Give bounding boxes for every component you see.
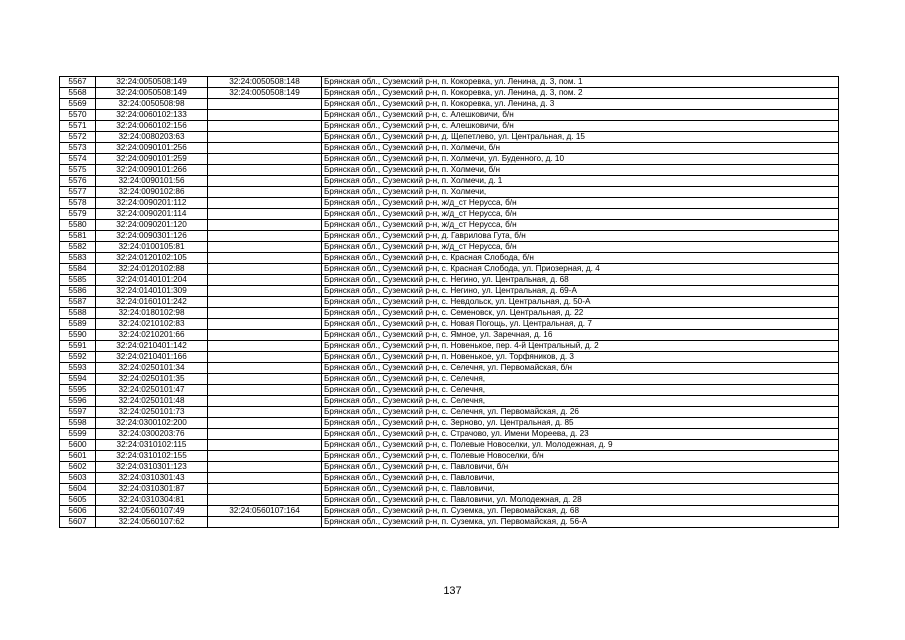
address-cell: Брянская обл., Суземский р-н, с. Негино, ул. Центральная, д. 69-А	[322, 286, 839, 297]
row-number-cell: 5569	[60, 99, 96, 110]
table-row	[60, 341, 839, 352]
related-cadastral-number-cell	[208, 451, 322, 462]
row-number-cell: 5593	[60, 363, 96, 374]
cadastral-number-cell: 32:24:0210401:142	[96, 341, 208, 352]
cadastral-number-cell: 32:24:0310301:87	[96, 484, 208, 495]
table-row	[60, 473, 839, 484]
row-number-cell: 5591	[60, 341, 96, 352]
table-row	[60, 330, 839, 341]
address-cell: Брянская обл., Суземский р-н, п. Суземка, ул. Первомайская, д. 68	[322, 506, 839, 517]
address-cell: Брянская обл., Суземский р-н, п. Кокоревка, ул. Ленина, д. 3	[322, 99, 839, 110]
row-number-cell: 5599	[60, 429, 96, 440]
address-cell: Брянская обл., Суземский р-н, п. Холмечи, б/н	[322, 165, 839, 176]
row-number-cell: 5600	[60, 440, 96, 451]
related-cadastral-number-cell	[208, 407, 322, 418]
cadastral-number-cell: 32:24:0050508:98	[96, 99, 208, 110]
address-cell: Брянская обл., Суземский р-н, п. Новенькое, пер. 4-й Центральный, д. 2	[322, 341, 839, 352]
related-cadastral-number-cell	[208, 286, 322, 297]
table-row	[60, 209, 839, 220]
row-number-cell: 5592	[60, 352, 96, 363]
row-number-cell: 5572	[60, 132, 96, 143]
row-number-cell: 5574	[60, 154, 96, 165]
cadastral-number-cell: 32:24:0090201:112	[96, 198, 208, 209]
table-row	[60, 231, 839, 242]
related-cadastral-number-cell	[208, 308, 322, 319]
row-number-cell: 5589	[60, 319, 96, 330]
cadastral-number-cell: 32:24:0090201:114	[96, 209, 208, 220]
address-cell: Брянская обл., Суземский р-н, п. Кокоревка, ул. Ленина, д. 3, пом. 1	[322, 77, 839, 88]
table-row	[60, 99, 839, 110]
cadastral-number-cell: 32:24:0120102:88	[96, 264, 208, 275]
address-cell: Брянская обл., Суземский р-н, с. Селечня, ул. Первомайская, б/н	[322, 363, 839, 374]
cadastral-number-cell: 32:24:0120102:105	[96, 253, 208, 264]
related-cadastral-number-cell	[208, 231, 322, 242]
row-number-cell: 5598	[60, 418, 96, 429]
related-cadastral-number-cell	[208, 473, 322, 484]
cadastral-number-cell: 32:24:0300102:200	[96, 418, 208, 429]
address-cell: Брянская обл., Суземский р-н, ж/д_ст Нерусса, б/н	[322, 209, 839, 220]
related-cadastral-number-cell	[208, 99, 322, 110]
related-cadastral-number-cell	[208, 462, 322, 473]
cadastral-number-cell: 32:24:0090101:56	[96, 176, 208, 187]
table-row	[60, 286, 839, 297]
table-row	[60, 484, 839, 495]
related-cadastral-number-cell	[208, 121, 322, 132]
cadastral-number-cell: 32:24:0310301:43	[96, 473, 208, 484]
address-cell: Брянская обл., Суземский р-н, с. Новая Погощь, ул. Центральная, д. 7	[322, 319, 839, 330]
related-cadastral-number-cell	[208, 385, 322, 396]
address-cell: Брянская обл., Суземский р-н, п. Холмечи,	[322, 187, 839, 198]
related-cadastral-number-cell	[208, 330, 322, 341]
address-cell: Брянская обл., Суземский р-н, п. Кокоревка, ул. Ленина, д. 3, пом. 2	[322, 88, 839, 99]
table-row	[60, 77, 839, 88]
row-number-cell: 5588	[60, 308, 96, 319]
address-cell: Брянская обл., Суземский р-н, с. Селечня,	[322, 385, 839, 396]
row-number-cell: 5590	[60, 330, 96, 341]
address-cell: Брянская обл., Суземский р-н, п. Холмечи, б/н	[322, 143, 839, 154]
row-number-cell: 5577	[60, 187, 96, 198]
related-cadastral-number-cell	[208, 319, 322, 330]
address-cell: Брянская обл., Суземский р-н, с. Красная Слобода, ул. Приозерная, д. 4	[322, 264, 839, 275]
address-cell: Брянская обл., Суземский р-н, с. Павловичи,	[322, 473, 839, 484]
cadastral-number-cell: 32:24:0210201:66	[96, 330, 208, 341]
related-cadastral-number-cell	[208, 429, 322, 440]
address-cell: Брянская обл., Суземский р-н, с. Селечня,	[322, 396, 839, 407]
address-cell: Брянская обл., Суземский р-н, ж/д_ст Нерусса, б/н	[322, 242, 839, 253]
related-cadastral-number-cell	[208, 165, 322, 176]
address-cell: Брянская обл., Суземский р-н, с. Невдольск, ул. Центральная, д. 50-А	[322, 297, 839, 308]
cadastral-number-cell: 32:24:0310102:115	[96, 440, 208, 451]
related-cadastral-number-cell	[208, 253, 322, 264]
address-cell: Брянская обл., Суземский р-н, п. Суземка, ул. Первомайская, д. 56-А	[322, 517, 839, 528]
table-row	[60, 440, 839, 451]
address-cell: Брянская обл., Суземский р-н, с. Павловичи, б/н	[322, 462, 839, 473]
cadastral-number-cell: 32:24:0250101:48	[96, 396, 208, 407]
related-cadastral-number-cell	[208, 396, 322, 407]
table-row	[60, 429, 839, 440]
row-number-cell: 5585	[60, 275, 96, 286]
table-row	[60, 396, 839, 407]
address-cell: Брянская обл., Суземский р-н, с. Негино, ул. Центральная, д. 68	[322, 275, 839, 286]
related-cadastral-number-cell	[208, 176, 322, 187]
cadastral-number-cell: 32:24:0250101:34	[96, 363, 208, 374]
row-number-cell: 5597	[60, 407, 96, 418]
cadastral-number-cell: 32:24:0090301:126	[96, 231, 208, 242]
cadastral-number-cell: 32:24:0300203:76	[96, 429, 208, 440]
row-number-cell: 5606	[60, 506, 96, 517]
cadastral-number-cell: 32:24:0050508:149	[96, 77, 208, 88]
cadastral-number-cell: 32:24:0060102:133	[96, 110, 208, 121]
row-number-cell: 5575	[60, 165, 96, 176]
row-number-cell: 5570	[60, 110, 96, 121]
address-cell: Брянская обл., Суземский р-н, ж/д_ст Нерусса, б/н	[322, 198, 839, 209]
cadastral-number-cell: 32:24:0210401:166	[96, 352, 208, 363]
address-cell: Брянская обл., Суземский р-н, с. Семеновск, ул. Центральная, д. 22	[322, 308, 839, 319]
table-row	[60, 352, 839, 363]
row-number-cell: 5594	[60, 374, 96, 385]
registry-table	[59, 76, 839, 528]
row-number-cell: 5586	[60, 286, 96, 297]
table-row	[60, 110, 839, 121]
row-number-cell: 5568	[60, 88, 96, 99]
cadastral-number-cell: 32:24:0100105:81	[96, 242, 208, 253]
row-number-cell: 5595	[60, 385, 96, 396]
related-cadastral-number-cell: 32:24:0050508:149	[208, 88, 322, 99]
row-number-cell: 5604	[60, 484, 96, 495]
table-row	[60, 385, 839, 396]
row-number-cell: 5587	[60, 297, 96, 308]
related-cadastral-number-cell	[208, 341, 322, 352]
cadastral-number-cell: 32:24:0140101:309	[96, 286, 208, 297]
table-row	[60, 220, 839, 231]
cadastral-number-cell: 32:24:0310102:155	[96, 451, 208, 462]
related-cadastral-number-cell	[208, 242, 322, 253]
table-row	[60, 165, 839, 176]
row-number-cell: 5601	[60, 451, 96, 462]
related-cadastral-number-cell	[208, 198, 322, 209]
cadastral-number-cell: 32:24:0210102:83	[96, 319, 208, 330]
related-cadastral-number-cell	[208, 209, 322, 220]
table-row	[60, 275, 839, 286]
address-cell: Брянская обл., Суземский р-н, с. Павловичи, ул. Молодежная, д. 28	[322, 495, 839, 506]
table-row	[60, 374, 839, 385]
related-cadastral-number-cell: 32:24:0050508:148	[208, 77, 322, 88]
row-number-cell: 5596	[60, 396, 96, 407]
page-number: 137	[443, 585, 462, 597]
cadastral-number-cell: 32:24:0060102:156	[96, 121, 208, 132]
table-row	[60, 121, 839, 132]
table-row	[60, 297, 839, 308]
related-cadastral-number-cell	[208, 484, 322, 495]
row-number-cell: 5567	[60, 77, 96, 88]
related-cadastral-number-cell	[208, 517, 322, 528]
address-cell: Брянская обл., Суземский р-н, с. Полевые Новоселки, б/н	[322, 451, 839, 462]
address-cell: Брянская обл., Суземский р-н, с. Ямное, ул. Заречная, д. 16	[322, 330, 839, 341]
table-row	[60, 154, 839, 165]
cadastral-number-cell: 32:24:0310301:123	[96, 462, 208, 473]
row-number-cell: 5579	[60, 209, 96, 220]
related-cadastral-number-cell	[208, 154, 322, 165]
related-cadastral-number-cell	[208, 363, 322, 374]
address-cell: Брянская обл., Суземский р-н, ж/д_ст Нерусса, б/н	[322, 220, 839, 231]
table-row	[60, 143, 839, 154]
table-row	[60, 308, 839, 319]
cadastral-number-cell: 32:24:0180102:98	[96, 308, 208, 319]
cadastral-number-cell: 32:24:0250101:47	[96, 385, 208, 396]
address-cell: Брянская обл., Суземский р-н, с. Полевые Новоселки, ул. Молодежная, д. 9	[322, 440, 839, 451]
row-number-cell: 5578	[60, 198, 96, 209]
related-cadastral-number-cell	[208, 220, 322, 231]
address-cell: Брянская обл., Суземский р-н, с. Селечня, ул. Первомайская, д. 26	[322, 407, 839, 418]
address-cell: Брянская обл., Суземский р-н, п. Холмечи, ул. Буденного, д. 10	[322, 154, 839, 165]
related-cadastral-number-cell	[208, 352, 322, 363]
related-cadastral-number-cell	[208, 110, 322, 121]
cadastral-number-cell: 32:24:0560107:49	[96, 506, 208, 517]
address-cell: Брянская обл., Суземский р-н, с. Красная Слобода, б/н	[322, 253, 839, 264]
table-row	[60, 198, 839, 209]
address-cell: Брянская обл., Суземский р-н, с. Алешковичи, б/н	[322, 110, 839, 121]
row-number-cell: 5602	[60, 462, 96, 473]
related-cadastral-number-cell	[208, 132, 322, 143]
cadastral-number-cell: 32:24:0090101:266	[96, 165, 208, 176]
table-row	[60, 462, 839, 473]
row-number-cell: 5607	[60, 517, 96, 528]
row-number-cell: 5605	[60, 495, 96, 506]
row-number-cell: 5581	[60, 231, 96, 242]
table-row	[60, 264, 839, 275]
related-cadastral-number-cell: 32:24:0560107:164	[208, 506, 322, 517]
cadastral-number-cell: 32:24:0090101:259	[96, 154, 208, 165]
row-number-cell: 5576	[60, 176, 96, 187]
related-cadastral-number-cell	[208, 264, 322, 275]
related-cadastral-number-cell	[208, 187, 322, 198]
address-cell: Брянская обл., Суземский р-н, с. Страчово, ул. Имени Мореева, д. 23	[322, 429, 839, 440]
row-number-cell: 5603	[60, 473, 96, 484]
related-cadastral-number-cell	[208, 418, 322, 429]
table-row	[60, 517, 839, 528]
row-number-cell: 5584	[60, 264, 96, 275]
related-cadastral-number-cell	[208, 374, 322, 385]
cadastral-number-cell: 32:24:0090101:256	[96, 143, 208, 154]
address-cell: Брянская обл., Суземский р-н, с. Алешковичи, б/н	[322, 121, 839, 132]
cadastral-number-cell: 32:24:0050508:149	[96, 88, 208, 99]
cadastral-number-cell: 32:24:0140101:204	[96, 275, 208, 286]
table-row	[60, 418, 839, 429]
row-number-cell: 5582	[60, 242, 96, 253]
cadastral-number-cell: 32:24:0560107:62	[96, 517, 208, 528]
cadastral-number-cell: 32:24:0250101:35	[96, 374, 208, 385]
table-row	[60, 132, 839, 143]
cadastral-number-cell: 32:24:0090201:120	[96, 220, 208, 231]
address-cell: Брянская обл., Суземский р-н, п. Новенькое, ул. Торфяников, д. 3	[322, 352, 839, 363]
related-cadastral-number-cell	[208, 297, 322, 308]
related-cadastral-number-cell	[208, 143, 322, 154]
table-row	[60, 495, 839, 506]
row-number-cell: 5571	[60, 121, 96, 132]
table-row	[60, 253, 839, 264]
table-row	[60, 242, 839, 253]
table-row	[60, 187, 839, 198]
table-row	[60, 451, 839, 462]
row-number-cell: 5583	[60, 253, 96, 264]
address-cell: Брянская обл., Суземский р-н, д. Гаврилова Гута, б/н	[322, 231, 839, 242]
address-cell: Брянская обл., Суземский р-н, с. Павловичи,	[322, 484, 839, 495]
address-cell: Брянская обл., Суземский р-н, д. Щепетлево, ул. Центральная, д. 15	[322, 132, 839, 143]
table-row	[60, 176, 839, 187]
cadastral-number-cell: 32:24:0310304:81	[96, 495, 208, 506]
registry-table-body	[60, 77, 839, 528]
table-row	[60, 363, 839, 374]
cadastral-number-cell: 32:24:0160101:242	[96, 297, 208, 308]
related-cadastral-number-cell	[208, 275, 322, 286]
address-cell: Брянская обл., Суземский р-н, п. Холмечи, д. 1	[322, 176, 839, 187]
address-cell: Брянская обл., Суземский р-н, с. Селечня,	[322, 374, 839, 385]
cadastral-number-cell: 32:24:0080203:63	[96, 132, 208, 143]
table-row	[60, 407, 839, 418]
row-number-cell: 5580	[60, 220, 96, 231]
cadastral-number-cell: 32:24:0250101:73	[96, 407, 208, 418]
related-cadastral-number-cell	[208, 440, 322, 451]
row-number-cell: 5573	[60, 143, 96, 154]
address-cell: Брянская обл., Суземский р-н, с. Зерново, ул. Центральная, д. 85	[322, 418, 839, 429]
table-row	[60, 319, 839, 330]
cadastral-number-cell: 32:24:0090102:86	[96, 187, 208, 198]
table-row	[60, 88, 839, 99]
table-row	[60, 506, 839, 517]
related-cadastral-number-cell	[208, 495, 322, 506]
